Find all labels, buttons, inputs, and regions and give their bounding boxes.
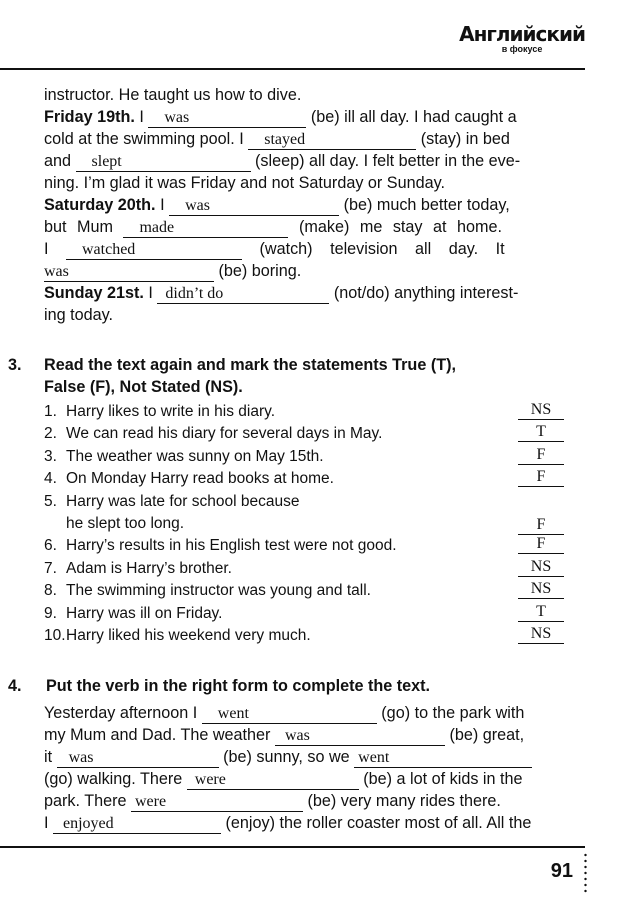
answer-blank[interactable]: made	[123, 220, 288, 238]
answer-blank[interactable]: enjoyed	[53, 816, 221, 834]
list-item	[44, 580, 564, 602]
answer-blank[interactable]: F	[518, 516, 564, 535]
text-line	[44, 746, 588, 768]
answer-blank[interactable]: were	[131, 794, 303, 812]
text: I	[44, 240, 49, 258]
day-heading: Sunday 21st.	[44, 284, 144, 302]
statement-text: Harry’s results in his English test were not good.	[66, 537, 397, 555]
text: (not/do) anything interest-	[333, 284, 519, 302]
answer-blank[interactable]: T	[518, 603, 564, 622]
exercise-number: 3.	[8, 356, 22, 374]
day-heading: Friday 19th.	[44, 108, 135, 126]
list-item	[44, 468, 564, 490]
answer-blank[interactable]: F	[518, 446, 564, 465]
answer-blank[interactable]: was	[148, 110, 306, 128]
answer-blank[interactable]: went	[202, 706, 377, 724]
text-line	[44, 768, 588, 790]
statement-text: On Monday Harry read books at home.	[66, 470, 334, 488]
answer-blank[interactable]: NS	[518, 625, 564, 644]
item-number: 2.	[44, 425, 57, 443]
text: Yesterday afternoon I	[44, 704, 198, 722]
item-number: 3.	[44, 447, 57, 465]
text: (be) ill all day. I had caught a	[310, 108, 517, 126]
publisher-logo	[459, 22, 585, 54]
text: (be) very many rides there.	[307, 792, 501, 810]
answer-blank[interactable]: slept	[76, 154, 251, 172]
text-line	[44, 812, 588, 834]
item-number: 4.	[44, 470, 57, 488]
statement-text: Adam is Harry’s brother.	[66, 559, 232, 577]
answer-blank[interactable]: T	[518, 423, 564, 442]
list-item	[44, 535, 564, 557]
text: (sleep) all day. I felt better in the eve-	[255, 152, 521, 170]
answer-blank[interactable]: was	[275, 728, 445, 746]
text: (be) a lot of kids in the	[363, 770, 523, 788]
text: it	[44, 748, 53, 766]
text: I	[148, 284, 153, 302]
text: cold at the swimming pool. I	[44, 130, 244, 148]
diary-line	[44, 282, 588, 304]
text: (stay) in bed	[420, 130, 510, 148]
item-number: 10.	[44, 627, 66, 645]
statement-text: The swimming instructor was young and tall.	[66, 582, 371, 600]
item-number: 7.	[44, 559, 57, 577]
text: (watch) television all day. It	[259, 240, 505, 258]
diary-line	[44, 216, 588, 238]
text: I	[139, 108, 144, 126]
text: (be) boring.	[218, 262, 302, 280]
text: (be) much better today,	[343, 196, 510, 214]
text: but Mum	[44, 218, 113, 236]
instruction-line: False (F), Not Stated (NS).	[44, 378, 243, 396]
text: my Mum and Dad. The weather	[44, 726, 271, 744]
page-number: 91	[550, 860, 573, 882]
diary-line	[44, 128, 588, 150]
text: I	[44, 814, 49, 832]
logo-title: Английский	[459, 22, 585, 46]
diary-line	[44, 150, 588, 172]
text: (be) sunny, so we	[223, 748, 350, 766]
text: and	[44, 152, 72, 170]
item-number: 5.	[44, 492, 57, 510]
item-number: 1.	[44, 403, 57, 420]
answer-blank[interactable]: watched	[66, 242, 242, 260]
statement-text: We can read his diary for several days in May.	[66, 425, 383, 443]
answer-blank[interactable]: was	[44, 264, 214, 282]
list-item	[44, 446, 564, 468]
text: (be) great,	[449, 726, 525, 744]
statement-text: he slept too long.	[66, 515, 185, 533]
day-heading: Saturday 20th.	[44, 196, 156, 214]
list-item	[44, 625, 564, 647]
diary-text	[44, 84, 588, 326]
statement-text: Harry likes to write in his diary.	[66, 403, 276, 420]
text: (go) to the park with	[381, 704, 525, 722]
diary-line: ning. I’m glad it was Friday and not Saturday or Sunday.	[44, 174, 446, 192]
diary-line: instructor. He taught us how to dive.	[44, 86, 302, 104]
answer-blank[interactable]: were	[187, 772, 359, 790]
item-number: 9.	[44, 604, 57, 622]
answer-blank[interactable]: NS	[518, 558, 564, 577]
exercise-4-heading	[8, 675, 588, 697]
exercise-3-heading	[8, 354, 588, 398]
answer-blank[interactable]: went	[354, 750, 532, 768]
logo-subtitle: в фокусе	[501, 44, 543, 54]
answer-blank[interactable]: NS	[518, 580, 564, 599]
text: (make) me stay at home.	[298, 218, 503, 236]
text: (go) walking. There	[44, 770, 183, 788]
answer-blank[interactable]: was	[169, 198, 339, 216]
footer-rule	[0, 846, 585, 848]
diary-line	[44, 194, 588, 216]
list-item	[44, 558, 564, 580]
list-item	[44, 491, 564, 536]
answer-blank[interactable]: didn’t do	[157, 286, 329, 304]
item-number: 8.	[44, 582, 57, 600]
exercise-instructions	[44, 354, 588, 398]
exercise-instructions: Put the verb in the right form to complete the text.	[46, 677, 431, 695]
list-item	[44, 423, 564, 445]
list-item	[44, 401, 564, 423]
exercise-4-text	[44, 702, 588, 834]
answer-blank[interactable]: was	[57, 750, 219, 768]
answer-blank[interactable]: F	[518, 535, 564, 554]
text: (enjoy) the roller coaster most of all. All the	[225, 814, 532, 832]
text-line	[44, 702, 588, 724]
answer-blank[interactable]: NS	[518, 401, 564, 420]
instruction-line: Read the text again and mark the statements True (T),	[44, 356, 456, 374]
text: park. There	[44, 792, 127, 810]
statement-text: Harry was ill on Friday.	[66, 604, 223, 622]
text-line	[44, 790, 588, 812]
diary-line	[44, 106, 588, 128]
answer-blank[interactable]: stayed	[248, 132, 416, 150]
diary-line	[44, 238, 588, 260]
header-rule	[0, 68, 585, 70]
statement-list	[44, 401, 564, 647]
statement-text: Harry was late for school because	[66, 492, 300, 510]
text-line	[44, 724, 588, 746]
diary-line	[44, 260, 588, 282]
dotted-edge-marker	[584, 852, 587, 894]
list-item	[44, 603, 564, 625]
statement-text: The weather was sunny on May 15th.	[66, 447, 324, 465]
exercise-number: 4.	[8, 677, 22, 695]
text: I	[160, 196, 165, 214]
item-number: 6.	[44, 537, 57, 555]
answer-blank[interactable]: F	[518, 468, 564, 487]
diary-line: ing today.	[44, 306, 113, 324]
statement-text: Harry liked his weekend very much.	[66, 627, 311, 645]
